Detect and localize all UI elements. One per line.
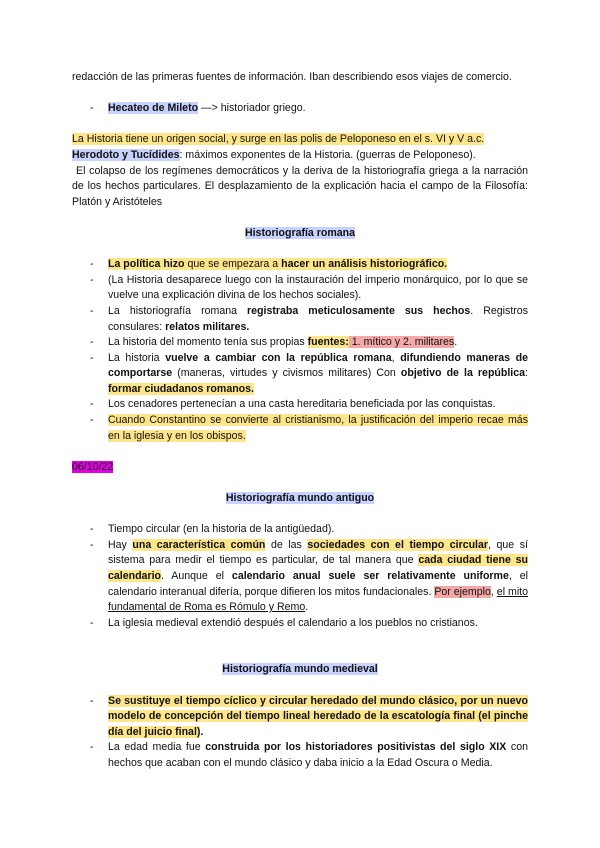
- date-label: 06/10/22: [72, 460, 114, 473]
- list-item: - (La Historia desaparece luego con la instauración del imperio monárquico, por lo que se vuelve una explicación divina de los hechos sociales).: [90, 273, 528, 302]
- herodoto-paragraph: Herodoto y Tucídides: máximos exponentes de la Historia. (guerras de Peloponeso).: [72, 148, 476, 161]
- ancient-heading: Historiografía mundo antiguo: [225, 492, 375, 505]
- greek-origin-paragraph: La Historia tiene un origen social, y surge en las polis de Peloponeso en el s. VI y V a.c.: [72, 133, 485, 146]
- list-item: - La historiografía romana registraba meticulosamente sus hechos. Registros consulares: relatos militares.: [90, 304, 528, 333]
- list-item: - Hay una característica común de las sociedades con el tiempo circular, que sí sistema para medir el tiempo es particular, de tal manera que cada ciudad tiene su calendario. Aunque el calendario anual suele ser relativamente uniforme, el calendario interanual difería, porque difieren los mitos fundacionales. Por ejemplo, el mito fundamental de Roma es Rómulo y Remo.: [90, 538, 529, 614]
- list-item: - Se sustituye el tiempo cíclico y circular heredado del mundo clásico, por un nuevo modelo de concepción del tiempo lineal heredado de la escatología final (el pinche día del juicio final).: [90, 694, 528, 738]
- list-item: - La edad media fue construida por los historiadores positivistas del siglo XIX con hechos que acaban con el mundo clásico y daba inicio a la Edad Oscura o Media.: [90, 741, 528, 769]
- medieval-list: [72, 694, 528, 772]
- list-item: - Hecateo de Mileto —> historiador griego.: [90, 102, 306, 115]
- list-item: - Cuando Constantino se convierte al cristianismo, la justificación del imperio recae más en la iglesia y en los obispos.: [90, 414, 528, 442]
- medieval-heading: Historiografía mundo medieval: [222, 663, 378, 676]
- ancient-list: [72, 522, 528, 631]
- list-item: - La historia del momento tenía sus propias fuentes: 1. mítico y 2. militares.: [90, 336, 458, 349]
- list-item: - Tiempo circular (en la historia de la antigüedad).: [90, 523, 335, 536]
- collapse-paragraph: El colapso de los regímenes democráticos y la deriva de la historiografía griega a la narración de los hechos particulares. El desplazamiento de la explicación hacia el campo de la Filosofía: Platón y Aristóteles: [72, 164, 528, 208]
- list-item: - La iglesia medieval extendió después el calendario a los pueblos no cristianos.: [90, 616, 478, 629]
- hecateo-list: [72, 101, 528, 117]
- list-item: - Los cenadores pertenecían a una casta hereditaria beneficiada por las conquistas.: [90, 398, 496, 411]
- roman-heading: Historiografía romana: [244, 226, 356, 239]
- list-item: - La política hizo que se empezara a hacer un análisis historiográfico.: [90, 258, 448, 271]
- roman-list: [72, 257, 528, 444]
- hecateo-name: Hecateo de Mileto: [108, 102, 199, 115]
- list-item: - La historia vuelve a cambiar con la república romana, difundiendo maneras de comportarse (maneras, virtudes y civismos militares) Con objetivo de la república: formar ciudadanos romanos.: [90, 351, 529, 395]
- intro-paragraph: redacción de las primeras fuentes de información. Iban describiendo esos viajes de comercio.: [72, 71, 512, 83]
- document-page: [72, 70, 528, 772]
